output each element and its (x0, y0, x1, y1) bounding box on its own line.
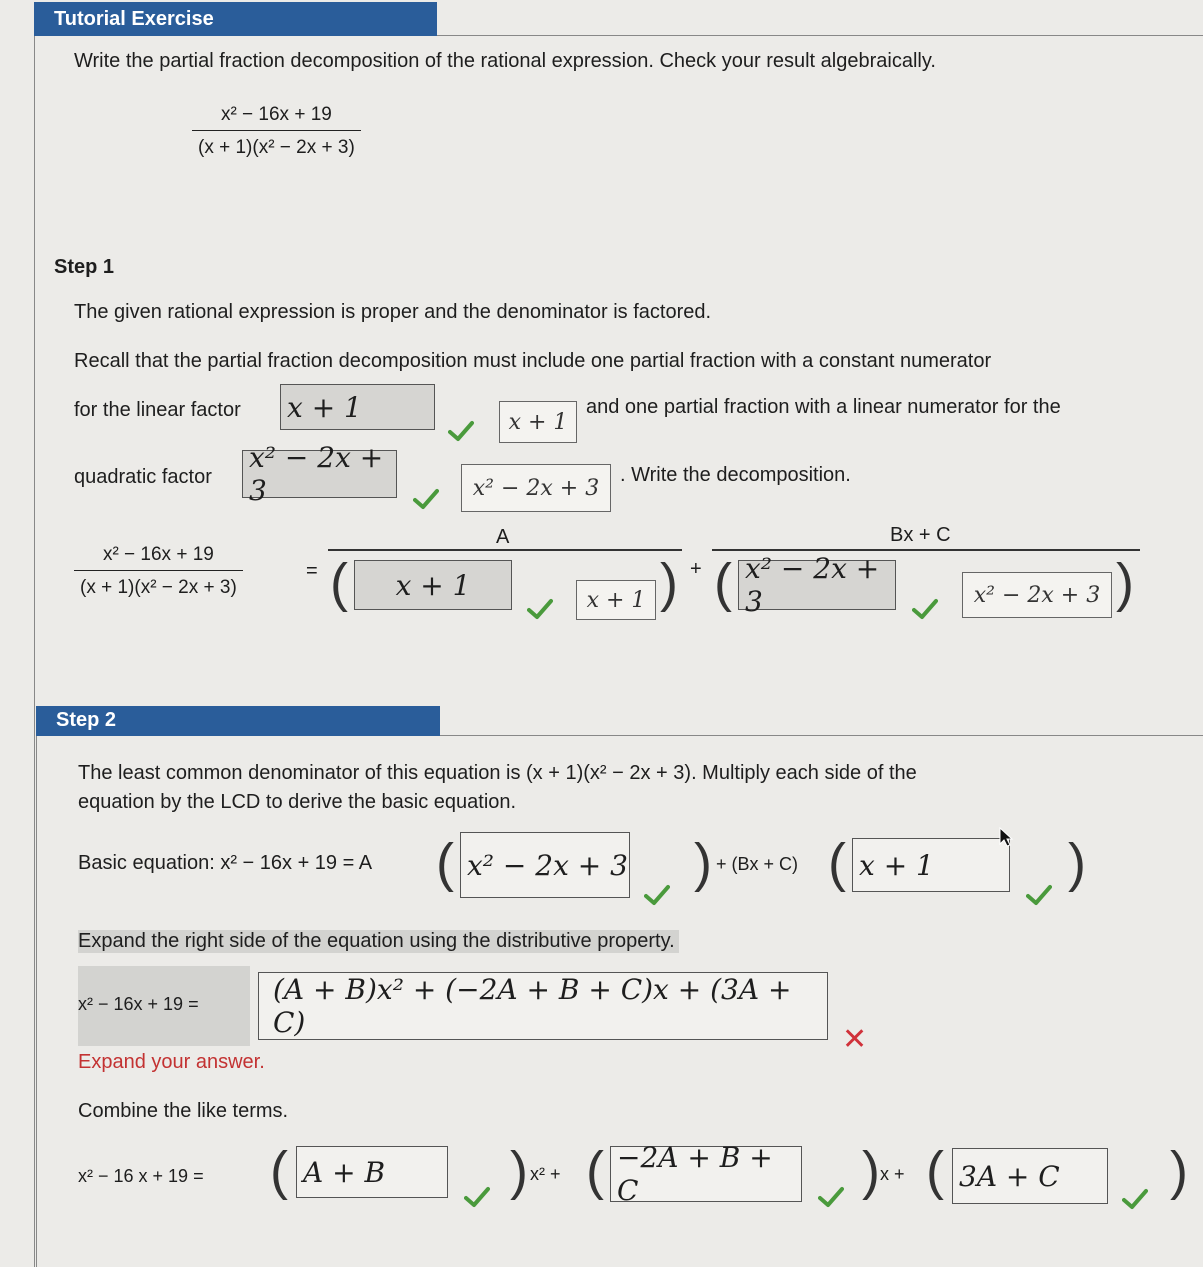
step2-line2: equation by the LCD to derive the basic equation. (78, 791, 517, 813)
tutorial-exercise-tab (34, 2, 437, 36)
step2-left-border (36, 736, 37, 1267)
frac1-denominator-input[interactable]: x + 1 (354, 560, 512, 610)
step2-line1: The least common denominator of this equation is (x + 1)(x² − 2x + 3). Multiply each side of the (78, 762, 917, 784)
check-icon (1122, 1188, 1148, 1210)
check-icon (527, 598, 553, 620)
basic-close-paren-1: ) (694, 833, 712, 893)
frac2-denominator-input[interactable]: x² − 2x + 3 (738, 560, 896, 610)
quadratic-factor-input[interactable]: x² − 2x + 3 (242, 450, 397, 498)
plus-sign: + (690, 558, 702, 580)
basic-equation-prefix: Basic equation: x² − 16x + 19 = A (78, 852, 373, 874)
quadratic-factor-reference: x² − 2x + 3 (461, 464, 611, 512)
combine-close-paren-3: ) (1170, 1141, 1188, 1201)
decomp-lhs-numerator: x² − 16x + 19 (102, 544, 214, 565)
combine-instruction: Combine the like terms. (78, 1100, 289, 1122)
step1-line1: The given rational expression is proper and the denominator is factored. (74, 301, 712, 323)
combine-close-paren-1: ) (510, 1141, 528, 1201)
incorrect-icon: ✕ (842, 1023, 868, 1056)
basic-close-paren-2: ) (1068, 833, 1086, 893)
check-icon (464, 1186, 490, 1208)
frac1-bar (328, 549, 682, 551)
expand-lhs: x² − 16x + 19 = (78, 994, 199, 1014)
header-rule (437, 35, 1203, 36)
quadratic-factor-suffix: . Write the decomposition. (620, 464, 851, 486)
decomp-lhs-denominator: (x + 1)(x² − 2x + 3) (74, 570, 243, 599)
tab-label: Tutorial Exercise (54, 8, 214, 30)
check-icon (413, 488, 439, 510)
combine-x-term: x + (880, 1164, 905, 1184)
step2-label: Step 2 (56, 709, 117, 731)
step1-label: Step 1 (54, 256, 115, 278)
combine-open-paren-3: ( (926, 1141, 944, 1201)
frac2-bar (712, 549, 1140, 551)
basic-equation-input-1[interactable]: x² − 2x + 3 (460, 832, 630, 898)
check-icon (818, 1186, 844, 1208)
expand-instruction: Expand the right side of the equation using the distributive property. (78, 930, 679, 953)
step2-rule (440, 735, 1203, 736)
linear-factor-input[interactable]: x + 1 (280, 384, 435, 430)
check-icon (912, 598, 938, 620)
problem-instruction: Write the partial fraction decomposition of the rational expression. Check your result algebraically. (74, 50, 936, 72)
linear-factor-suffix: and one partial fraction with a linear numerator for the (586, 396, 1061, 418)
basic-open-paren-1: ( (436, 833, 454, 893)
frac2-open-paren: ( (714, 553, 732, 613)
frac1-numerator: A (496, 526, 510, 548)
left-border (34, 36, 35, 1267)
linear-factor-reference: x + 1 (499, 401, 577, 443)
combine-close-paren-2: ) (862, 1141, 880, 1201)
expand-answer-input[interactable]: (A + B)x² + (−2A + B + C)x + (3A + C) (258, 972, 828, 1040)
frac1-denominator-reference: x + 1 (576, 580, 656, 620)
problem-denominator: (x + 1)(x² − 2x + 3) (192, 130, 361, 159)
check-icon (448, 420, 474, 442)
frac2-denominator-reference: x² − 2x + 3 (962, 572, 1112, 618)
quadratic-factor-prefix: quadratic factor (74, 466, 212, 488)
decomp-lhs-fraction (74, 544, 243, 599)
expand-feedback: Expand your answer. (78, 1051, 265, 1073)
frac2-close-paren: ) (1116, 553, 1134, 613)
problem-numerator: x² − 16x + 19 (220, 104, 332, 125)
frac1-open-paren: ( (330, 553, 348, 613)
combine-lhs: x² − 16 x + 19 = (78, 1166, 204, 1186)
problem-fraction (192, 104, 361, 159)
combine-constant-input[interactable]: 3A + C (952, 1148, 1108, 1204)
combine-x2-term: x² + (530, 1164, 561, 1184)
combine-open-paren-1: ( (270, 1141, 288, 1201)
basic-equation-middle: + (Bx + C) (716, 854, 799, 874)
linear-factor-prefix: for the linear factor (74, 399, 241, 421)
frac2-numerator: Bx + C (890, 524, 951, 546)
combine-coefficient-x2-input[interactable]: A + B (296, 1146, 448, 1198)
step2-tab (36, 706, 440, 736)
frac1-close-paren: ) (660, 553, 678, 613)
mouse-cursor-icon (998, 826, 1014, 848)
check-icon (1026, 884, 1052, 906)
check-icon (644, 884, 670, 906)
combine-open-paren-2: ( (586, 1141, 604, 1201)
basic-equation-input-2[interactable]: x + 1 (852, 838, 1010, 892)
equals-sign: = (306, 560, 318, 582)
step1-line2: Recall that the partial fraction decomposition must include one partial fraction with a constant numerator (74, 350, 992, 372)
basic-open-paren-2: ( (828, 833, 846, 893)
combine-coefficient-x-input[interactable]: −2A + B + C (610, 1146, 802, 1202)
